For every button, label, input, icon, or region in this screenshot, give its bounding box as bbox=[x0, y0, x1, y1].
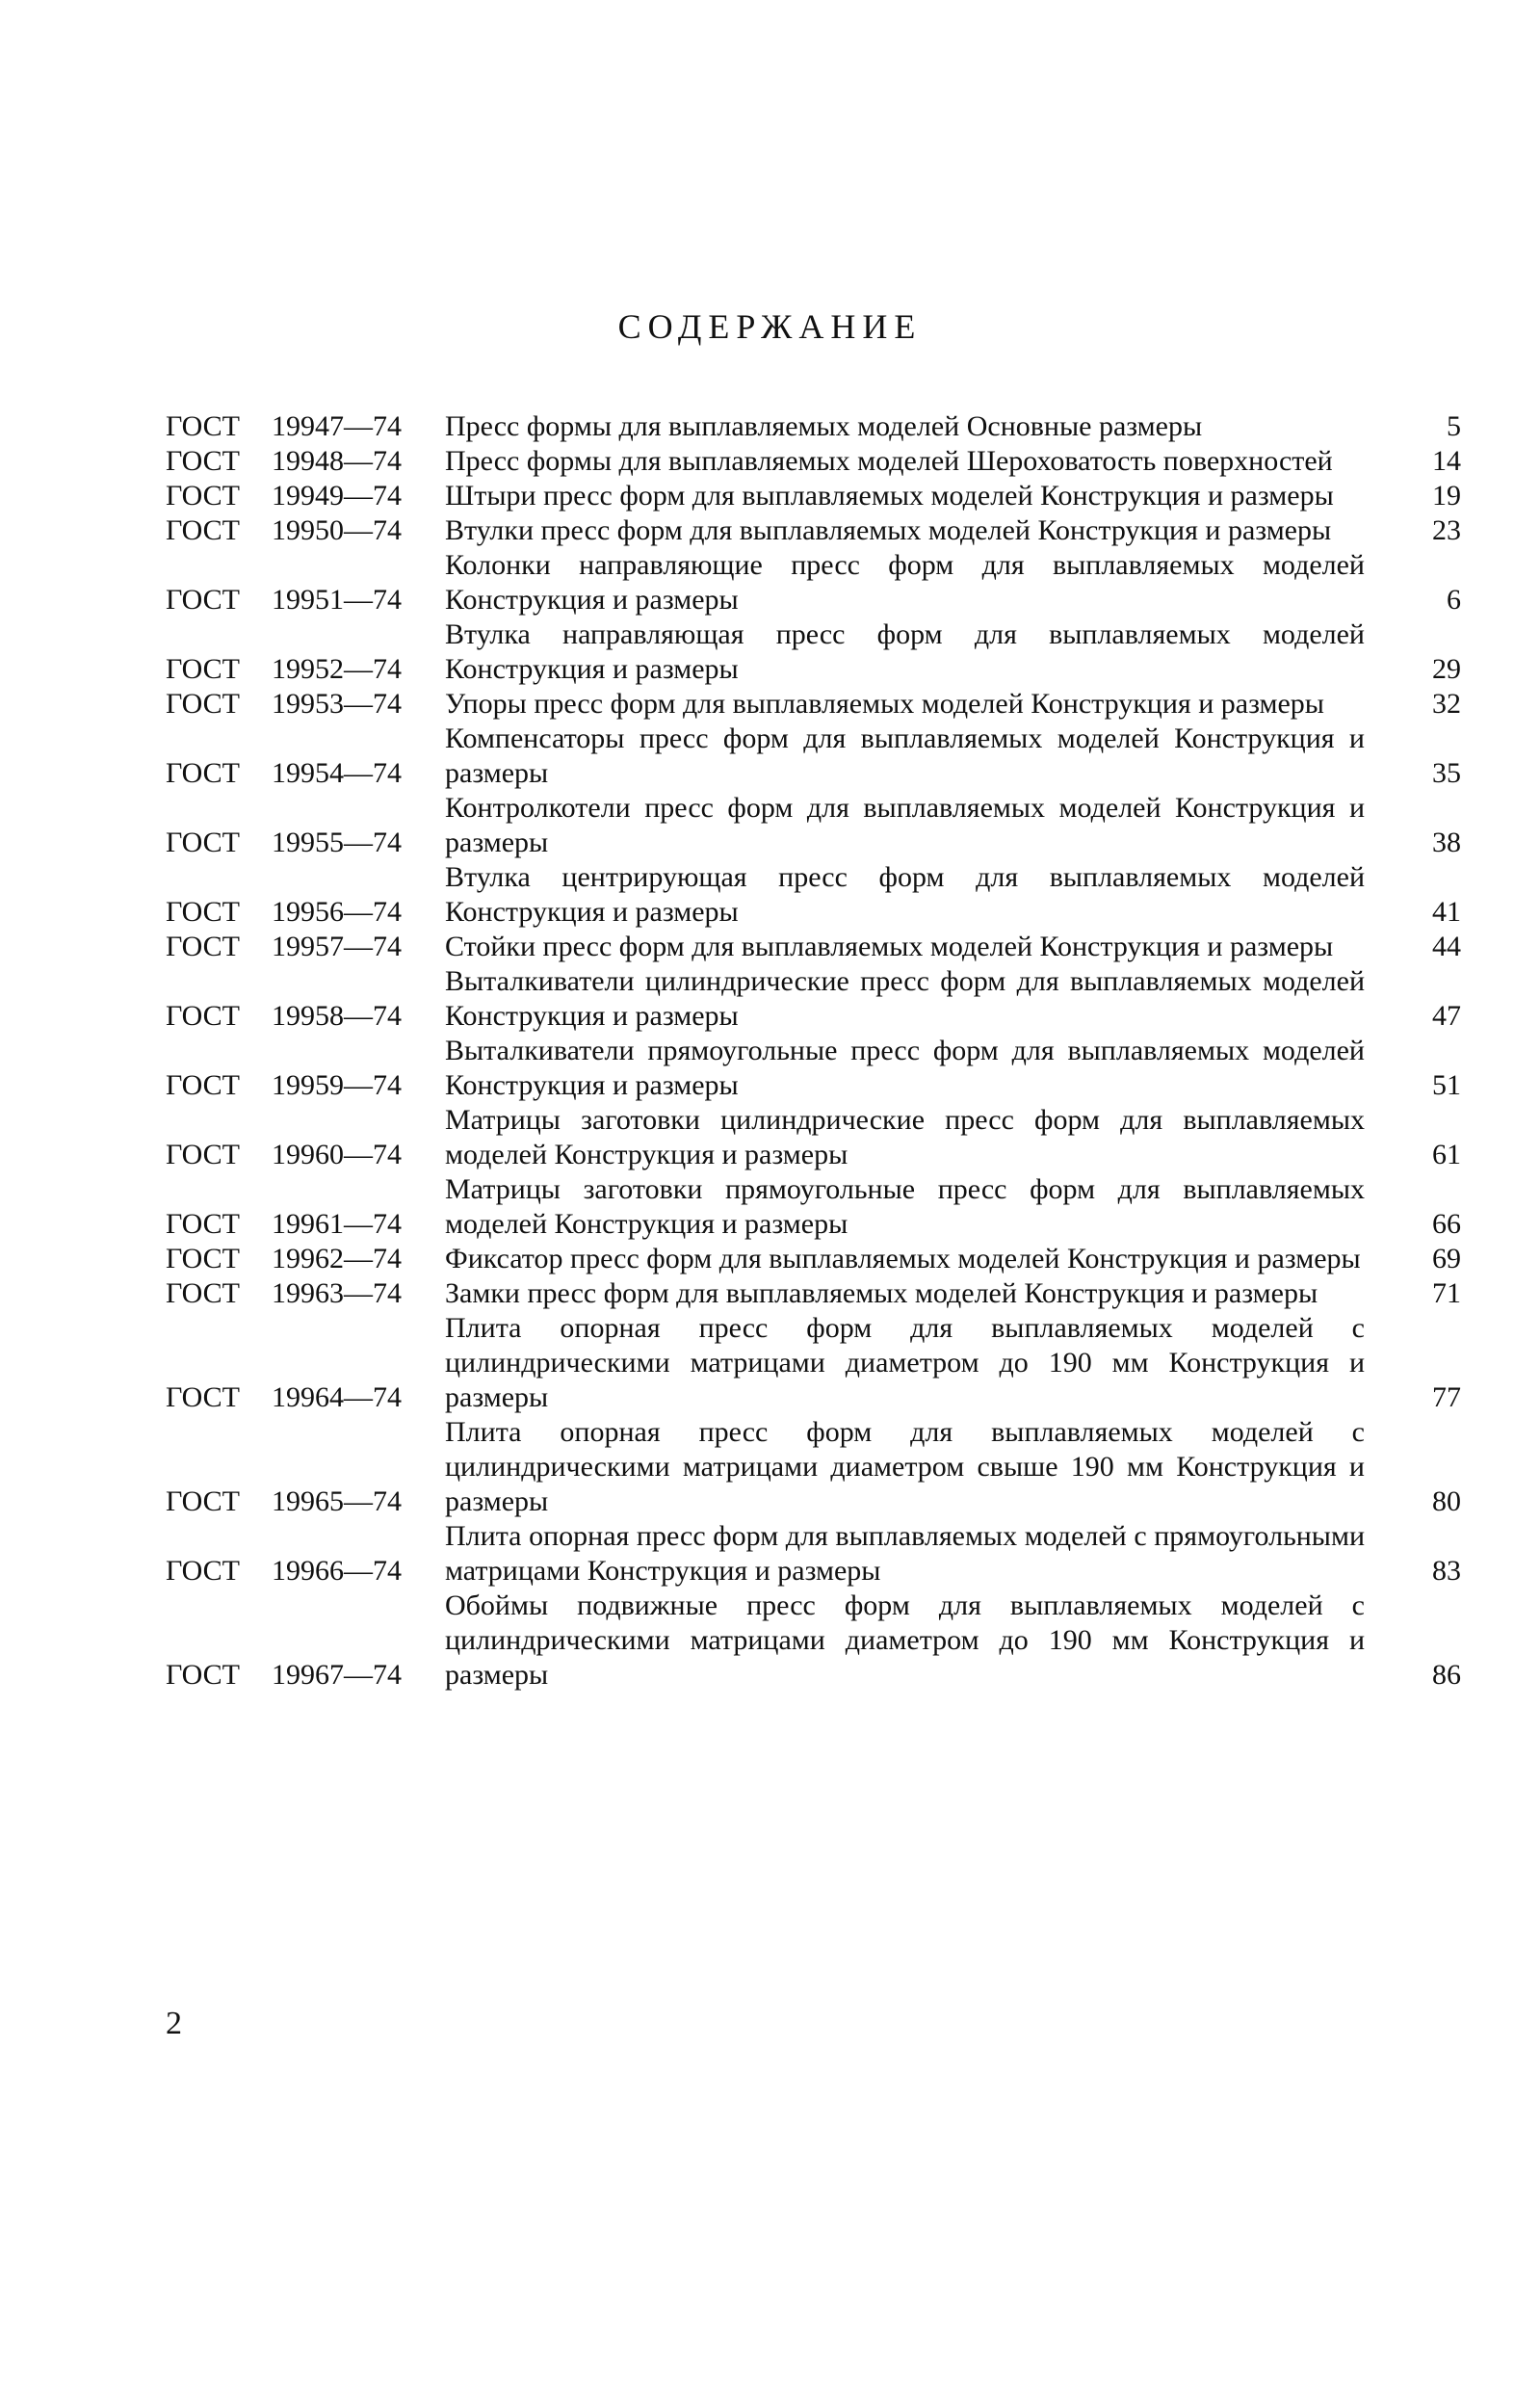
page-number: 44 bbox=[1432, 931, 1461, 962]
gost-number: 19958—74 bbox=[272, 1000, 402, 1032]
entry-title: Стойки пресс форм для выплавляемых моделей Конструкция и размеры bbox=[445, 931, 1334, 962]
gost-number: 19954—74 bbox=[272, 757, 402, 789]
page-number: 51 bbox=[1432, 1069, 1461, 1101]
entry-title: Компенсаторы пресс форм для выплавляемых моделей Конструкция и размеры bbox=[445, 722, 1365, 789]
gost-label: ГОСТ bbox=[166, 1243, 240, 1274]
entry-title: Выталкиватели прямоугольные пресс форм для выплавляемых моделей Конструкция и размеры bbox=[445, 1035, 1365, 1101]
page-number: 6 bbox=[1447, 584, 1461, 616]
page-number: 41 bbox=[1432, 896, 1461, 928]
entry-title: Плита опорная пресс форм для выплавляемых моделей с прямоугольными матрицами Конструкция и размеры bbox=[445, 1520, 1365, 1587]
entry-title: Пресс формы для выплавляемых моделей Основные размеры bbox=[445, 410, 1203, 442]
gost-label: ГОСТ bbox=[166, 1381, 240, 1413]
gost-label: ГОСТ bbox=[166, 514, 240, 546]
page-number: 35 bbox=[1432, 757, 1461, 789]
entry-title: Обоймы подвижные пресс форм для выплавляемых моделей с цилиндрическими матрицами диаметром до 190 мм Конструкция и размеры bbox=[445, 1589, 1365, 1691]
entry-title: Пресс формы для выплавляемых моделей Шероховатость поверхностей bbox=[445, 445, 1333, 477]
entry-title: Колонки направляющие пресс форм для выплавляемых моделей Конструкция и размеры bbox=[445, 549, 1365, 616]
gost-number: 19955—74 bbox=[272, 827, 402, 858]
page-number: 32 bbox=[1432, 688, 1461, 720]
toc-entry-19963 bbox=[166, 1276, 1461, 1311]
gost-label: ГОСТ bbox=[166, 653, 240, 685]
table-of-contents bbox=[166, 409, 1461, 1693]
gost-number: 19964—74 bbox=[272, 1381, 402, 1413]
gost-label: ГОСТ bbox=[166, 1000, 240, 1032]
gost-label: ГОСТ bbox=[166, 1069, 240, 1101]
gost-number: 19960—74 bbox=[272, 1139, 402, 1170]
toc-entry-19965 bbox=[166, 1415, 1461, 1519]
toc-entry-19954 bbox=[166, 722, 1461, 791]
gost-number: 19961—74 bbox=[272, 1208, 402, 1240]
gost-label: ГОСТ bbox=[166, 480, 240, 512]
gost-number: 19967—74 bbox=[272, 1659, 402, 1691]
page-number: 80 bbox=[1432, 1485, 1461, 1517]
folio-page-number: 2 bbox=[166, 2006, 182, 2041]
entry-title: Втулка центрирующая пресс форм для выплавляемых моделей Конструкция и размеры bbox=[445, 861, 1365, 928]
gost-label: ГОСТ bbox=[166, 1277, 240, 1309]
gost-label: ГОСТ bbox=[166, 445, 240, 477]
toc-entry-19947 bbox=[166, 409, 1461, 444]
toc-entry-19962 bbox=[166, 1242, 1461, 1276]
toc-entry-19961 bbox=[166, 1172, 1461, 1242]
entry-title: Матрицы заготовки прямоугольные пресс форм для выплавляемых моделей Конструкция и размеры bbox=[445, 1173, 1365, 1240]
gost-label: ГОСТ bbox=[166, 896, 240, 928]
toc-entry-19959 bbox=[166, 1034, 1461, 1103]
gost-number: 19951—74 bbox=[272, 584, 402, 616]
page-title: СОДЕРЖАНИЕ bbox=[617, 307, 923, 346]
gost-number: 19959—74 bbox=[272, 1069, 402, 1101]
toc-entry-19957 bbox=[166, 930, 1461, 964]
gost-number: 19953—74 bbox=[272, 688, 402, 720]
toc-entry-19951 bbox=[166, 548, 1461, 617]
gost-label: ГОСТ bbox=[166, 584, 240, 616]
gost-number: 19962—74 bbox=[272, 1243, 402, 1274]
page-number: 19 bbox=[1432, 480, 1461, 512]
toc-entry-19948 bbox=[166, 444, 1461, 479]
toc-entry-19953 bbox=[166, 687, 1461, 722]
toc-entry-19950 bbox=[166, 513, 1461, 548]
entry-title: Упоры пресс форм для выплавляемых моделей Конструкция и размеры bbox=[445, 688, 1324, 720]
page-number: 86 bbox=[1432, 1659, 1461, 1691]
entry-title: Втулка направляющая пресс форм для выплавляемых моделей Конструкция и размеры bbox=[445, 618, 1365, 685]
toc-entry-19966 bbox=[166, 1519, 1461, 1589]
page-number: 47 bbox=[1432, 1000, 1461, 1032]
gost-number: 19956—74 bbox=[272, 896, 402, 928]
gost-label: ГОСТ bbox=[166, 1208, 240, 1240]
entry-title: Фиксатор пресс форм для выплавляемых моделей Конструкция и размеры bbox=[445, 1243, 1361, 1274]
toc-entry-19967 bbox=[166, 1589, 1461, 1693]
gost-number: 19950—74 bbox=[272, 514, 402, 546]
gost-label: ГОСТ bbox=[166, 1139, 240, 1170]
page-number: 69 bbox=[1432, 1243, 1461, 1274]
page-number: 29 bbox=[1432, 653, 1461, 685]
gost-label: ГОСТ bbox=[166, 1659, 240, 1691]
toc-entry-19958 bbox=[166, 964, 1461, 1034]
toc-entry-19956 bbox=[166, 860, 1461, 930]
entry-title: Плита опорная пресс форм для выплавляемых моделей с цилиндрическими матрицами диаметром свыше 190 мм Конструкция и размеры bbox=[445, 1416, 1365, 1517]
entry-title: Плита опорная пресс форм для выплавляемых моделей с цилиндрическими матрицами диаметром до 190 мм Конструкция и размеры bbox=[445, 1312, 1365, 1413]
page-number: 61 bbox=[1432, 1139, 1461, 1170]
gost-number: 19965—74 bbox=[272, 1485, 402, 1517]
gost-label: ГОСТ bbox=[166, 1485, 240, 1517]
entry-title: Матрицы заготовки цилиндрические пресс форм для выплавляемых моделей Конструкция и размеры bbox=[445, 1104, 1365, 1170]
gost-label: ГОСТ bbox=[166, 1555, 240, 1587]
gost-label: ГОСТ bbox=[166, 757, 240, 789]
toc-entry-19964 bbox=[166, 1311, 1461, 1415]
page-number: 66 bbox=[1432, 1208, 1461, 1240]
page-number: 38 bbox=[1432, 827, 1461, 858]
gost-number: 19949—74 bbox=[272, 480, 402, 512]
page-number: 77 bbox=[1432, 1381, 1461, 1413]
toc-entry-19949 bbox=[166, 479, 1461, 513]
page-number: 14 bbox=[1432, 445, 1461, 477]
page-number: 71 bbox=[1432, 1277, 1461, 1309]
toc-entry-19960 bbox=[166, 1103, 1461, 1172]
gost-number: 19952—74 bbox=[272, 653, 402, 685]
gost-number: 19966—74 bbox=[272, 1555, 402, 1587]
toc-entry-19952 bbox=[166, 617, 1461, 687]
entry-title: Замки пресс форм для выплавляемых моделей Конструкция и размеры bbox=[445, 1277, 1318, 1309]
gost-label: ГОСТ bbox=[166, 931, 240, 962]
gost-number: 19957—74 bbox=[272, 931, 402, 962]
page-number: 83 bbox=[1432, 1555, 1461, 1587]
gost-label: ГОСТ bbox=[166, 827, 240, 858]
entry-title: Выталкиватели цилиндрические пресс форм для выплавляемых моделей Конструкция и размеры bbox=[445, 965, 1365, 1032]
entry-title: Втулки пресс форм для выплавляемых моделей Конструкция и размеры bbox=[445, 514, 1332, 546]
gost-number: 19947—74 bbox=[272, 410, 402, 442]
gost-label: ГОСТ bbox=[166, 410, 240, 442]
entry-title: Штыри пресс форм для выплавляемых моделей Конструкция и размеры bbox=[445, 480, 1334, 512]
gost-number: 19948—74 bbox=[272, 445, 402, 477]
page-number: 23 bbox=[1432, 514, 1461, 546]
toc-entry-19955 bbox=[166, 791, 1461, 860]
entry-title: Контролкотели пресс форм для выплавляемых моделей Конструкция и размеры bbox=[445, 792, 1365, 858]
gost-label: ГОСТ bbox=[166, 688, 240, 720]
gost-number: 19963—74 bbox=[272, 1277, 402, 1309]
page-number: 5 bbox=[1447, 410, 1461, 442]
